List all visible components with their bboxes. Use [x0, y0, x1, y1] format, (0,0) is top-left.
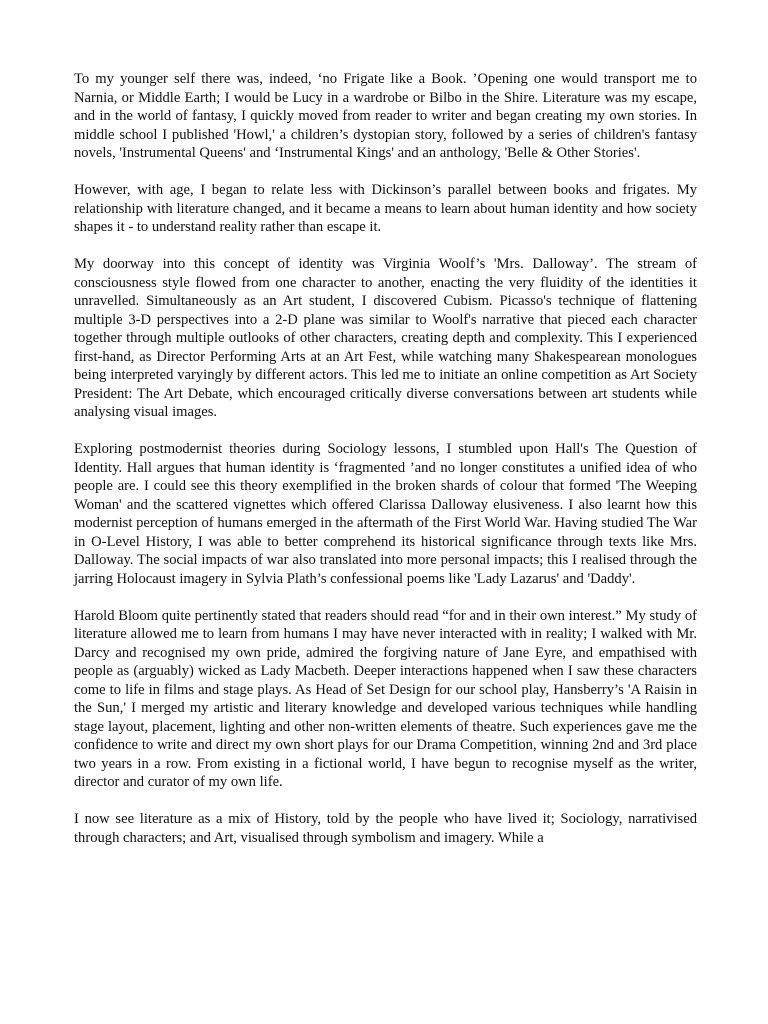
paragraph-literature-mix: I now see literature as a mix of History, told by the people who have lived it; Sociology, narrativised through characters; and Art, visualised through symbolism and imagery. While a [74, 811, 697, 846]
paragraph-postmodernist-theories: Exploring postmodernist theories during Sociology lessons, I stumbled upon Hall's The Question of Identity. Hall argues that human identity is ‘fragmented ’and no longer constitutes a unified idea of who people are. I could see this theory exemplified in the broken shards of colour that formed 'The Weeping Woman' and the scattered vignettes which offered Clarissa Dalloway elusiveness. I also learnt how this modernist perception of humans emerged in the aftermath of the First World War. Having studied The War in O-Level History, I was able to better comprehend its historical significance through texts like Mrs. Dalloway. The social impacts of war also translated into more personal impacts; this I realised through the jarring Holocaust imagery in Sylvia Plath’s confessional poems like 'Lady Lazarus' and 'Daddy'. [74, 441, 697, 587]
paragraph-childhood-reading: To my younger self there was, indeed, ‘no Frigate like a Book. ’Opening one would transport me to Narnia, or Middle Earth; I would be Lucy in a wardrobe or Bilbo in the Shire. Literature was my escape, and in the world of fantasy, I quickly moved from reader to writer and began creating my own stories. In middle school I published 'Howl,' a children’s dystopian story, followed by a series of children's fantasy novels, 'Instrumental Queens' and ‘Instrumental Kings' and an anthology, 'Belle & Other Stories'. [74, 71, 697, 161]
paragraph-harold-bloom: Harold Bloom quite pertinently stated that readers should read “for and in their own interest.” My study of literature allowed me to learn from humans I may have never interacted with in reality; I walked with Mr. Darcy and recognised my own pride, admired the forgiving nature of Jane Eyre, and empathised with people as (arguably) wicked as Lady Macbeth. Deeper interactions happened when I saw these characters come to life in films and stage plays. As Head of Set Design for our school play, Hansberry’s 'A Raisin in the Sun,' I merged my artistic and literary knowledge and developed various techniques while handling stage layout, placement, lighting and other non-written elements of theatre. Such experiences gave me the confidence to write and direct my own short plays for our Drama Competition, winning 2nd and 3rd place two years in a row. From existing in a fictional world, I have begun to recognise myself as the writer, director and curator of my own life. [74, 607, 697, 790]
paragraph-changing-relationship: However, with age, I began to relate less with Dickinson’s parallel between books and frigates. My relationship with literature changed, and it became a means to learn about human identity and how society shapes it - to understand reality rather than escape it. [74, 182, 697, 235]
paragraph-identity-woolf: My doorway into this concept of identity was Virginia Woolf’s 'Mrs. Dalloway’. The stream of consciousness style flowed from one character to another, enacting the very fluidity of the identities it unravelled. Simultaneously as an Art student, I discovered Cubism. Picasso's technique of flattening multiple 3-D perspectives into a 2-D plane was similar to Woolf's narrative that pieced each character together through multiple outlooks of other characters, creating depth and complexity. This I experienced first-hand, as Director Performing Arts at an Art Fest, while watching many Shakespearean monologues being interpreted varyingly by different actors. This led me to initiate an online competition as Art Society President: The Art Debate, which encouraged critically diverse conversations between art students while analysing visual images. [74, 256, 697, 420]
document-page [74, 70, 697, 866]
